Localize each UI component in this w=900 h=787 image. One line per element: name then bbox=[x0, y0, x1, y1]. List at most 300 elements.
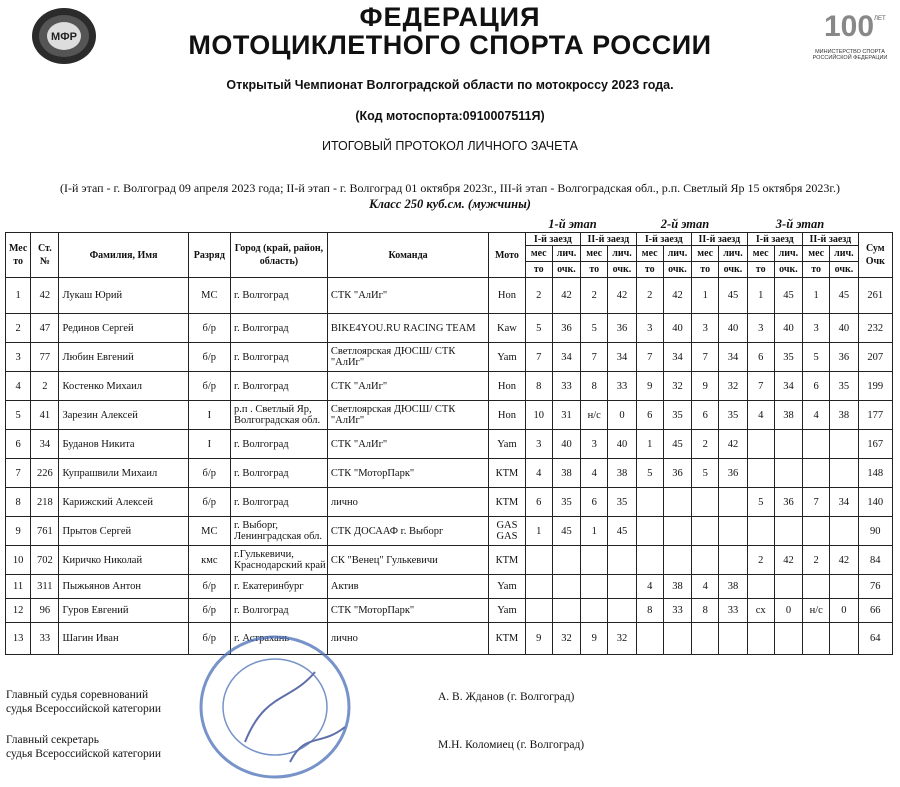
cell-start: 2 bbox=[31, 372, 59, 401]
subhead-to: то bbox=[636, 262, 663, 278]
cell-score bbox=[663, 517, 691, 546]
cell-score: 32 bbox=[663, 372, 691, 401]
cell-score: 36 bbox=[830, 343, 858, 372]
cell-team: лично bbox=[327, 488, 488, 517]
cell-city: г. Волгоград bbox=[231, 314, 328, 343]
cell-sum: 84 bbox=[858, 546, 892, 575]
cell-rank: б/р bbox=[188, 343, 230, 372]
cell-sum: 207 bbox=[858, 343, 892, 372]
cell-score: 9 bbox=[525, 623, 552, 655]
cell-score: 40 bbox=[774, 314, 802, 343]
cell-score bbox=[747, 459, 774, 488]
cell-score: 45 bbox=[552, 517, 580, 546]
cell-score: 45 bbox=[608, 517, 636, 546]
cell-score bbox=[581, 575, 608, 599]
cell-score: сх bbox=[747, 599, 774, 623]
cell-score bbox=[636, 623, 663, 655]
judge-title bbox=[6, 688, 161, 716]
cell-score: 0 bbox=[830, 599, 858, 623]
cell-score: 45 bbox=[774, 278, 802, 314]
cell-moto: Hon bbox=[489, 401, 525, 430]
cell-score: 32 bbox=[552, 623, 580, 655]
cell-score bbox=[747, 575, 774, 599]
cell-team: СТК ДОСААФ г. Выборг bbox=[327, 517, 488, 546]
cell-city: р.п . Светлый Яр, Волгоградская обл. bbox=[231, 401, 328, 430]
table-row bbox=[6, 546, 893, 575]
etap-label-1: 1-й этап bbox=[548, 217, 597, 231]
cell-score bbox=[692, 623, 719, 655]
table-row bbox=[6, 343, 893, 372]
cell-team: СТК "МоторПарк" bbox=[327, 599, 488, 623]
cell-score: 5 bbox=[525, 314, 552, 343]
cell-moto: Yam bbox=[489, 430, 525, 459]
cell-rank: б/р bbox=[188, 372, 230, 401]
cell-sum: 167 bbox=[858, 430, 892, 459]
cell-start: 33 bbox=[31, 623, 59, 655]
cell-sum: 66 bbox=[858, 599, 892, 623]
cell-score: 8 bbox=[692, 599, 719, 623]
cell-score: 45 bbox=[663, 430, 691, 459]
cell-score: 35 bbox=[552, 488, 580, 517]
cell-place: 5 bbox=[6, 401, 31, 430]
cell-score: 38 bbox=[830, 401, 858, 430]
cell-score bbox=[803, 430, 830, 459]
table-row bbox=[6, 575, 893, 599]
table-row bbox=[6, 314, 893, 343]
cell-score: 42 bbox=[774, 546, 802, 575]
table-row bbox=[6, 599, 893, 623]
col-rank: Разряд bbox=[188, 233, 230, 278]
cell-score bbox=[581, 599, 608, 623]
cell-start: 311 bbox=[31, 575, 59, 599]
subhead-mes: мес bbox=[747, 246, 774, 262]
e3-heat1: I-й заезд bbox=[747, 233, 802, 246]
cell-score: 8 bbox=[636, 599, 663, 623]
cell-place: 8 bbox=[6, 488, 31, 517]
cell-score: 40 bbox=[663, 314, 691, 343]
cell-rank: б/р bbox=[188, 459, 230, 488]
table-row bbox=[6, 401, 893, 430]
cell-name: Рединов Сергей bbox=[59, 314, 188, 343]
cell-moto: КТМ bbox=[489, 459, 525, 488]
cell-name: Лукаш Юрий bbox=[59, 278, 188, 314]
cell-score: 3 bbox=[692, 314, 719, 343]
cell-sum: 261 bbox=[858, 278, 892, 314]
table-row bbox=[6, 459, 893, 488]
cell-rank: I bbox=[188, 401, 230, 430]
cell-score: 33 bbox=[608, 372, 636, 401]
cell-score bbox=[774, 430, 802, 459]
cell-team: Светлоярская ДЮСШ/ СТК "АлИг" bbox=[327, 343, 488, 372]
subhead-lich: лич. bbox=[552, 246, 580, 262]
cell-sum: 76 bbox=[858, 575, 892, 599]
cell-team: СТК "МоторПарк" bbox=[327, 459, 488, 488]
cell-moto: КТМ bbox=[489, 488, 525, 517]
cell-moto: КТМ bbox=[489, 623, 525, 655]
cell-score: 38 bbox=[552, 459, 580, 488]
cell-score: н/с bbox=[581, 401, 608, 430]
cell-score: 2 bbox=[581, 278, 608, 314]
cell-score bbox=[719, 546, 747, 575]
cell-score: 33 bbox=[719, 599, 747, 623]
cell-score: 6 bbox=[747, 343, 774, 372]
cell-name: Буданов Никита bbox=[59, 430, 188, 459]
cell-score: 38 bbox=[719, 575, 747, 599]
stages-info: (I-й этап - г. Волгоград 09 апреля 2023 года; II-й этап - г. Волгоград 01 октября 2023г., III-й этап - Волгоградская обл., р.п. Светлый Яр 15 октября 2023г.) bbox=[60, 181, 840, 195]
cell-score: 34 bbox=[719, 343, 747, 372]
cell-city: г. Волгоград bbox=[231, 459, 328, 488]
cell-score: 6 bbox=[581, 488, 608, 517]
cell-team: СТК "АлИг" bbox=[327, 430, 488, 459]
secretary-name: М.Н. Коломиец (г. Волгоград) bbox=[438, 739, 585, 751]
cell-score: 4 bbox=[692, 575, 719, 599]
cell-score bbox=[774, 459, 802, 488]
secretary-title-line1: Главный секретарь bbox=[6, 734, 100, 746]
cell-score: 7 bbox=[747, 372, 774, 401]
cell-name: Киричко Николай bbox=[59, 546, 188, 575]
e2-heat1: I-й заезд bbox=[636, 233, 691, 246]
subhead-och: очк. bbox=[663, 262, 691, 278]
cell-score: 42 bbox=[663, 278, 691, 314]
cell-score: 36 bbox=[719, 459, 747, 488]
cell-rank: б/р bbox=[188, 488, 230, 517]
cell-score: 0 bbox=[608, 401, 636, 430]
cell-score: 3 bbox=[803, 314, 830, 343]
cell-score: 40 bbox=[719, 314, 747, 343]
cell-score bbox=[747, 430, 774, 459]
cell-score bbox=[719, 623, 747, 655]
cell-score: 36 bbox=[552, 314, 580, 343]
cell-score: 4 bbox=[581, 459, 608, 488]
cell-rank: б/р bbox=[188, 599, 230, 623]
cell-score: 8 bbox=[581, 372, 608, 401]
e2-heat2: II-й заезд bbox=[692, 233, 748, 246]
cell-score bbox=[663, 488, 691, 517]
cell-score: 31 bbox=[552, 401, 580, 430]
subhead-lich: лич. bbox=[774, 246, 802, 262]
table-row bbox=[6, 517, 893, 546]
subhead-mes: мес bbox=[692, 246, 719, 262]
cell-score bbox=[608, 599, 636, 623]
subhead-och: очк. bbox=[608, 262, 636, 278]
cell-score: 45 bbox=[719, 278, 747, 314]
cell-start: 77 bbox=[31, 343, 59, 372]
cell-score: 6 bbox=[525, 488, 552, 517]
cell-score bbox=[803, 517, 830, 546]
cell-score: 5 bbox=[803, 343, 830, 372]
cell-score bbox=[830, 459, 858, 488]
cell-score bbox=[747, 623, 774, 655]
cell-score: 0 bbox=[774, 599, 802, 623]
cell-score: 38 bbox=[608, 459, 636, 488]
cell-score: 1 bbox=[581, 517, 608, 546]
sport-code: (Код мотоспорта:0910007511Я) bbox=[355, 109, 545, 123]
cell-score: 2 bbox=[747, 546, 774, 575]
cell-moto: GAS GAS bbox=[489, 517, 525, 546]
cell-name: Костенко Михаил bbox=[59, 372, 188, 401]
subhead-mes: мес bbox=[581, 246, 608, 262]
cell-moto: Kaw bbox=[489, 314, 525, 343]
cell-place: 10 bbox=[6, 546, 31, 575]
cell-place: 13 bbox=[6, 623, 31, 655]
cell-city: г. Волгоград bbox=[231, 278, 328, 314]
cell-start: 226 bbox=[31, 459, 59, 488]
cell-sum: 64 bbox=[858, 623, 892, 655]
cell-score: 34 bbox=[774, 372, 802, 401]
cell-score: 6 bbox=[803, 372, 830, 401]
cell-score bbox=[692, 546, 719, 575]
cell-score: 36 bbox=[608, 314, 636, 343]
cell-start: 761 bbox=[31, 517, 59, 546]
cell-sum: 199 bbox=[858, 372, 892, 401]
cell-score: 9 bbox=[636, 372, 663, 401]
cell-score bbox=[774, 517, 802, 546]
cell-score: 38 bbox=[774, 401, 802, 430]
cell-score bbox=[803, 575, 830, 599]
cell-score: н/с bbox=[803, 599, 830, 623]
cell-score: 9 bbox=[581, 623, 608, 655]
col-city: Город (край, район, область) bbox=[231, 233, 328, 278]
cell-score: 2 bbox=[803, 546, 830, 575]
cell-score: 33 bbox=[663, 599, 691, 623]
cell-name: Прытов Сергей bbox=[59, 517, 188, 546]
cell-name: Любин Евгений bbox=[59, 343, 188, 372]
table-row bbox=[6, 372, 893, 401]
cell-score bbox=[719, 517, 747, 546]
cell-start: 34 bbox=[31, 430, 59, 459]
cell-rank: б/р bbox=[188, 623, 230, 655]
cell-moto: Yam bbox=[489, 599, 525, 623]
cell-score: 1 bbox=[747, 278, 774, 314]
svg-text:МФР: МФР bbox=[51, 31, 77, 43]
subhead-och: очк. bbox=[830, 262, 858, 278]
cell-score bbox=[608, 546, 636, 575]
cell-team: СТК "АлИг" bbox=[327, 278, 488, 314]
cell-city: г. Волгоград bbox=[231, 372, 328, 401]
cell-rank: I bbox=[188, 430, 230, 459]
cell-team: BIKE4YOU.RU RACING TEAM bbox=[327, 314, 488, 343]
cell-score: 35 bbox=[608, 488, 636, 517]
cell-score: 35 bbox=[774, 343, 802, 372]
cell-team: Светлоярская ДЮСШ/ СТК "АлИг" bbox=[327, 401, 488, 430]
cell-score: 34 bbox=[608, 343, 636, 372]
cell-name: Зарезин Алексей bbox=[59, 401, 188, 430]
cell-city: г. Выборг, Ленинградская обл. bbox=[231, 517, 328, 546]
cell-rank: МС bbox=[188, 517, 230, 546]
cell-score: 2 bbox=[525, 278, 552, 314]
table-row bbox=[6, 623, 893, 655]
cell-score bbox=[663, 546, 691, 575]
cell-score: 7 bbox=[525, 343, 552, 372]
cell-score bbox=[636, 546, 663, 575]
cell-sum: 90 bbox=[858, 517, 892, 546]
cell-start: 702 bbox=[31, 546, 59, 575]
cell-score: 45 bbox=[830, 278, 858, 314]
svg-text:ЛЕТ: ЛЕТ bbox=[874, 16, 886, 22]
e3-heat2: II-й заезд bbox=[803, 233, 859, 246]
cell-score bbox=[830, 517, 858, 546]
cell-score: 1 bbox=[692, 278, 719, 314]
cell-score bbox=[608, 575, 636, 599]
cell-moto: КТМ bbox=[489, 546, 525, 575]
cell-score bbox=[774, 623, 802, 655]
cell-team: СК "Венец" Гулькевичи bbox=[327, 546, 488, 575]
federation-title-line2: МОТОЦИКЛЕТНОГО СПОРТА РОССИИ bbox=[188, 30, 712, 60]
e1-heat1: I-й заезд bbox=[525, 233, 580, 246]
cell-score: 34 bbox=[552, 343, 580, 372]
cell-score: 32 bbox=[719, 372, 747, 401]
cell-score bbox=[747, 517, 774, 546]
cell-score: 42 bbox=[608, 278, 636, 314]
cell-score bbox=[552, 546, 580, 575]
cell-score: 1 bbox=[803, 278, 830, 314]
etap-label-3: 3-й этап bbox=[775, 217, 825, 231]
cell-score: 38 bbox=[663, 575, 691, 599]
cell-name: Шагин Иван bbox=[59, 623, 188, 655]
cell-place: 2 bbox=[6, 314, 31, 343]
judge-title-line1: Главный судья соревнований bbox=[6, 689, 149, 701]
cell-score bbox=[830, 430, 858, 459]
cell-place: 11 bbox=[6, 575, 31, 599]
cell-city: г. Волгоград bbox=[231, 488, 328, 517]
cell-score bbox=[636, 517, 663, 546]
cell-place: 3 bbox=[6, 343, 31, 372]
cell-score: 40 bbox=[830, 314, 858, 343]
class-info: Класс 250 куб.см. (мужчины) bbox=[369, 197, 531, 211]
subhead-mes: мес bbox=[525, 246, 552, 262]
cell-city: г. Екатеринбург bbox=[231, 575, 328, 599]
cell-score: 35 bbox=[830, 372, 858, 401]
cell-score bbox=[803, 459, 830, 488]
cell-score: 4 bbox=[747, 401, 774, 430]
federation-title-line1: ФЕДЕРАЦИЯ bbox=[359, 2, 541, 32]
subhead-lich: лич. bbox=[608, 246, 636, 262]
official-stamp bbox=[195, 632, 355, 782]
cell-score bbox=[719, 488, 747, 517]
cell-score: 4 bbox=[525, 459, 552, 488]
col-team: Команда bbox=[327, 233, 488, 278]
cell-score: 36 bbox=[663, 459, 691, 488]
cell-score: 35 bbox=[663, 401, 691, 430]
cell-score: 5 bbox=[747, 488, 774, 517]
cell-place: 6 bbox=[6, 430, 31, 459]
secretary-title bbox=[6, 733, 161, 761]
col-sum: Сум Очк bbox=[858, 233, 892, 278]
cell-score: 1 bbox=[525, 517, 552, 546]
table-row bbox=[6, 488, 893, 517]
cell-score: 5 bbox=[581, 314, 608, 343]
cell-place: 9 bbox=[6, 517, 31, 546]
cell-start: 47 bbox=[31, 314, 59, 343]
cell-score: 3 bbox=[747, 314, 774, 343]
cell-score bbox=[692, 517, 719, 546]
cell-score: 33 bbox=[552, 372, 580, 401]
cell-rank: МС bbox=[188, 278, 230, 314]
etap-label-2: 2-й этап bbox=[660, 217, 710, 231]
cell-city: г. Волгоград bbox=[231, 343, 328, 372]
cell-rank: кмс bbox=[188, 546, 230, 575]
table-row bbox=[6, 430, 893, 459]
cell-score: 3 bbox=[525, 430, 552, 459]
cell-score: 34 bbox=[663, 343, 691, 372]
e1-heat2: II-й заезд bbox=[581, 233, 637, 246]
col-start: Ст. № bbox=[31, 233, 59, 278]
cell-score: 2 bbox=[636, 278, 663, 314]
cell-score bbox=[774, 575, 802, 599]
cell-score bbox=[830, 575, 858, 599]
cell-score: 1 bbox=[636, 430, 663, 459]
cell-score: 42 bbox=[719, 430, 747, 459]
cell-city: г. Волгоград bbox=[231, 599, 328, 623]
championship-title: Открытый Чемпионат Волгоградской области по мотокроссу 2023 года. bbox=[226, 78, 674, 92]
cell-team: СТК "АлИг" bbox=[327, 372, 488, 401]
subhead-lich: лич. bbox=[663, 246, 691, 262]
cell-moto: Hon bbox=[489, 372, 525, 401]
cell-start: 96 bbox=[31, 599, 59, 623]
cell-score bbox=[663, 623, 691, 655]
cell-name: Карижский Алексей bbox=[59, 488, 188, 517]
subhead-lich: лич. bbox=[830, 246, 858, 262]
col-place: Мес то bbox=[6, 233, 31, 278]
cell-name: Гуров Евгений bbox=[59, 599, 188, 623]
cell-score: 3 bbox=[636, 314, 663, 343]
subhead-och: очк. bbox=[719, 262, 747, 278]
cell-moto: Hon bbox=[489, 278, 525, 314]
subhead-lich: лич. bbox=[719, 246, 747, 262]
cell-score: 9 bbox=[692, 372, 719, 401]
cell-team: Актив bbox=[327, 575, 488, 599]
cell-place: 12 bbox=[6, 599, 31, 623]
cell-score: 5 bbox=[636, 459, 663, 488]
subhead-och: очк. bbox=[774, 262, 802, 278]
cell-score: 36 bbox=[774, 488, 802, 517]
subhead-och: очк. bbox=[552, 262, 580, 278]
cell-sum: 148 bbox=[858, 459, 892, 488]
cell-score: 7 bbox=[692, 343, 719, 372]
subhead-to: то bbox=[803, 262, 830, 278]
cell-place: 4 bbox=[6, 372, 31, 401]
cell-score: 42 bbox=[830, 546, 858, 575]
cell-score: 35 bbox=[719, 401, 747, 430]
cell-team: лично bbox=[327, 623, 488, 655]
cell-score: 5 bbox=[692, 459, 719, 488]
subhead-to: то bbox=[581, 262, 608, 278]
judge-title-line2: судья Всероссийской категории bbox=[6, 703, 162, 715]
cell-score: 7 bbox=[636, 343, 663, 372]
cell-score: 8 bbox=[525, 372, 552, 401]
cell-name: Купрашвили Михаил bbox=[59, 459, 188, 488]
protocol-title: ИТОГОВЫЙ ПРОТОКОЛ ЛИЧНОГО ЗАЧЕТА bbox=[321, 139, 579, 153]
cell-score: 7 bbox=[581, 343, 608, 372]
secretary-title-line2: судья Всероссийской категории bbox=[6, 748, 162, 760]
subhead-to: то bbox=[525, 262, 552, 278]
cell-score: 32 bbox=[608, 623, 636, 655]
cell-score bbox=[636, 488, 663, 517]
col-name: Фамилия, Имя bbox=[59, 233, 188, 278]
cell-place: 7 bbox=[6, 459, 31, 488]
cell-score bbox=[525, 546, 552, 575]
cell-score bbox=[552, 575, 580, 599]
ministry-caption: МИНИСТЕРСТВО СПОРТА РОССИЙСКОЙ ФЕДЕРАЦИИ bbox=[812, 49, 888, 61]
judge-name: А. В. Жданов (г. Волгоград) bbox=[438, 691, 575, 703]
cell-score bbox=[525, 599, 552, 623]
cell-start: 218 bbox=[31, 488, 59, 517]
cell-moto: Yam bbox=[489, 343, 525, 372]
cell-score: 6 bbox=[636, 401, 663, 430]
cell-city: г. Волгоград bbox=[231, 430, 328, 459]
cell-city: г.Гулькевичи, Краснодарский край bbox=[231, 546, 328, 575]
cell-start: 41 bbox=[31, 401, 59, 430]
